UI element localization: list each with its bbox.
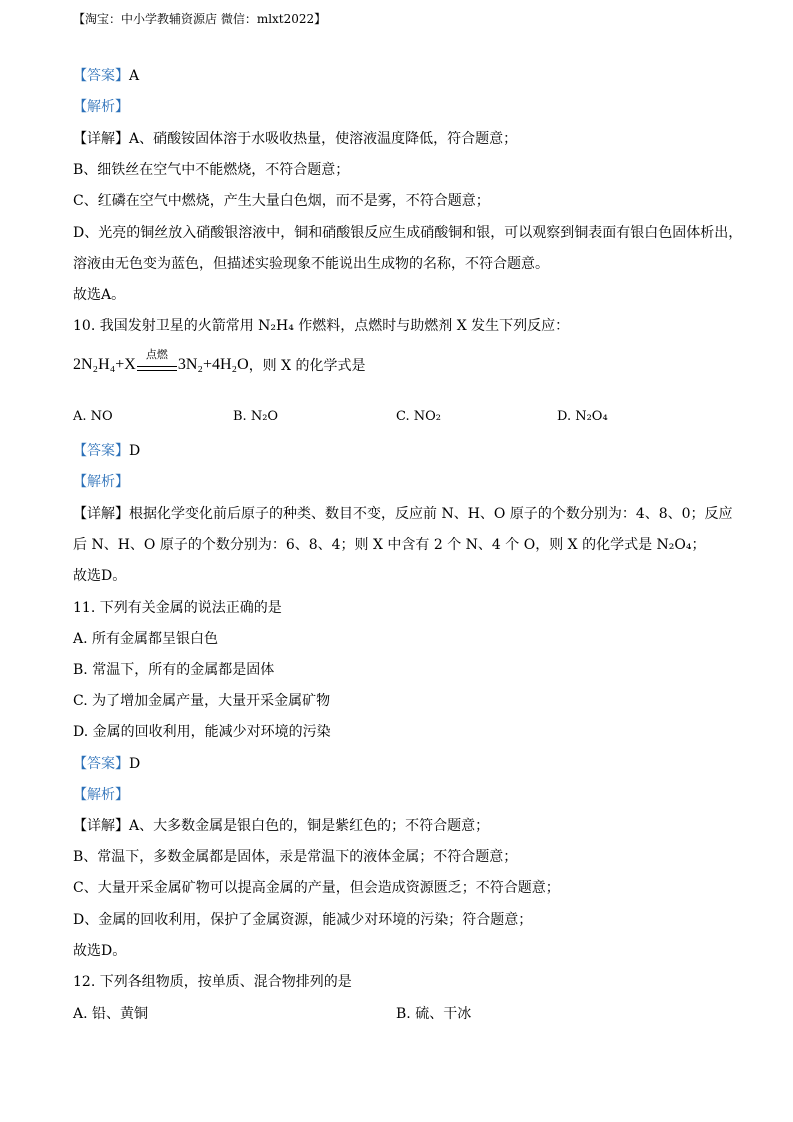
q10-option-d: D. N₂O₄ [557,409,608,424]
q9-line-c: C、红磷在空气中燃烧，产生大量白色烟，而不是雾，不符合题意； [73,193,490,209]
analysis-tag: 【解析】 [73,787,129,803]
q10-detail-cont: 后 N、H、O 原子的个数分别为：6、8、4；则 X 中含有 2 个 N、4 个 O，则 X 的化学式是 N₂O₄； [73,537,706,553]
answer-tag: 【答案】 [73,68,129,84]
q9-line-d-cont: 溶液由无色变为蓝色，但描述实验现象不能说出生成物的名称，不符合题意。 [73,256,549,272]
q9-conclusion: 故选A。 [73,287,126,303]
q11-option-c: C. 为了增加金属产量，大量开采金属矿物 [73,693,331,709]
answer-value: A [129,68,140,84]
answer-value: D [129,443,141,459]
equation-condition: 点燃 [145,348,168,361]
equation-arrow [137,348,177,378]
q10-conclusion: 故选D。 [73,568,127,584]
q11-line-c: C、大量开采金属矿物可以提高金属的产量，但会造成资源匮乏；不符合题意； [73,880,560,896]
q11-answer-line [73,754,140,774]
q11-conclusion: 故选D。 [73,943,127,959]
equation-reactants: 2N₂H₄+X [73,356,136,373]
q10-option-c: C. NO₂ [396,409,441,424]
q12-stem: 12. 下列各组物质，按单质、混合物排列的是 [73,974,352,990]
detail-tag: 【详解】 [73,506,129,522]
answer-tag: 【答案】 [73,443,129,459]
q9-line-d: D、光亮的铜丝放入硝酸银溶液中，铜和硝酸银反应生成硝酸铜和银，可以观察到铜表面有银白色固体析出， [73,225,743,241]
q11-detail-line [73,816,489,836]
q11-line-b: B、常温下，多数金属都是固体，汞是常温下的液体金属；不符合题意； [73,849,518,865]
q10-detail-line [73,504,733,524]
q11-option-b: B. 常温下，所有的金属都是固体 [73,662,275,678]
chemical-equation [73,348,366,388]
q11-option-d: D. 金属的回收利用，能减少对环境的污染 [73,724,331,740]
q12-option-a: A. 铅、黄铜 [73,1006,149,1022]
watermark-header: 【淘宝：中小学教辅资源店 微信：mlxt2022】 [73,12,327,26]
q10-option-b: B. N₂O [233,409,279,424]
equation-products: 3N₂+4H₂O [177,356,249,373]
detail-text: 根据化学变化前后原子的种类、数目不变，反应前 N、H、O 原子的个数分别为：4、8、0；反应 [129,506,733,522]
analysis-tag: 【解析】 [73,474,129,490]
q10-answer-line [73,441,140,461]
q10-option-a: A. NO [73,409,113,424]
q11-line-d: D、金属的回收利用，保护了金属资源，能减少对环境的污染；符合题意； [73,912,533,928]
detail-text: A、大多数金属是银白色的，铜是紫红色的；不符合题意； [129,818,490,834]
q10-stem: 10. 我国发射卫星的火箭常用 N₂H₄ 作燃料，点燃时与助燃剂 X 发生下列反应： [73,318,570,334]
analysis-tag: 【解析】 [73,99,129,115]
q9-line-b: B、细铁丝在空气中不能燃烧，不符合题意； [73,162,350,178]
answer-tag: 【答案】 [73,756,129,772]
answer-value: D [129,756,141,772]
q10-options [73,409,733,429]
detail-tag: 【详解】 [73,818,129,834]
q9-answer-line [73,66,139,86]
q11-stem: 11. 下列有关金属的说法正确的是 [73,600,282,616]
q12-options [73,1003,733,1023]
q11-option-a: A. 所有金属都呈银白色 [73,631,219,647]
q12-option-b: B. 硫、干冰 [396,1006,472,1022]
detail-tag: 【详解】 [73,131,129,147]
equation-question: ，则 X 的化学式是 [248,358,366,374]
q9-detail-line [73,129,517,149]
detail-text: A、硝酸铵固体溶于水吸收热量，使溶液温度降低，符合题意； [129,131,518,147]
